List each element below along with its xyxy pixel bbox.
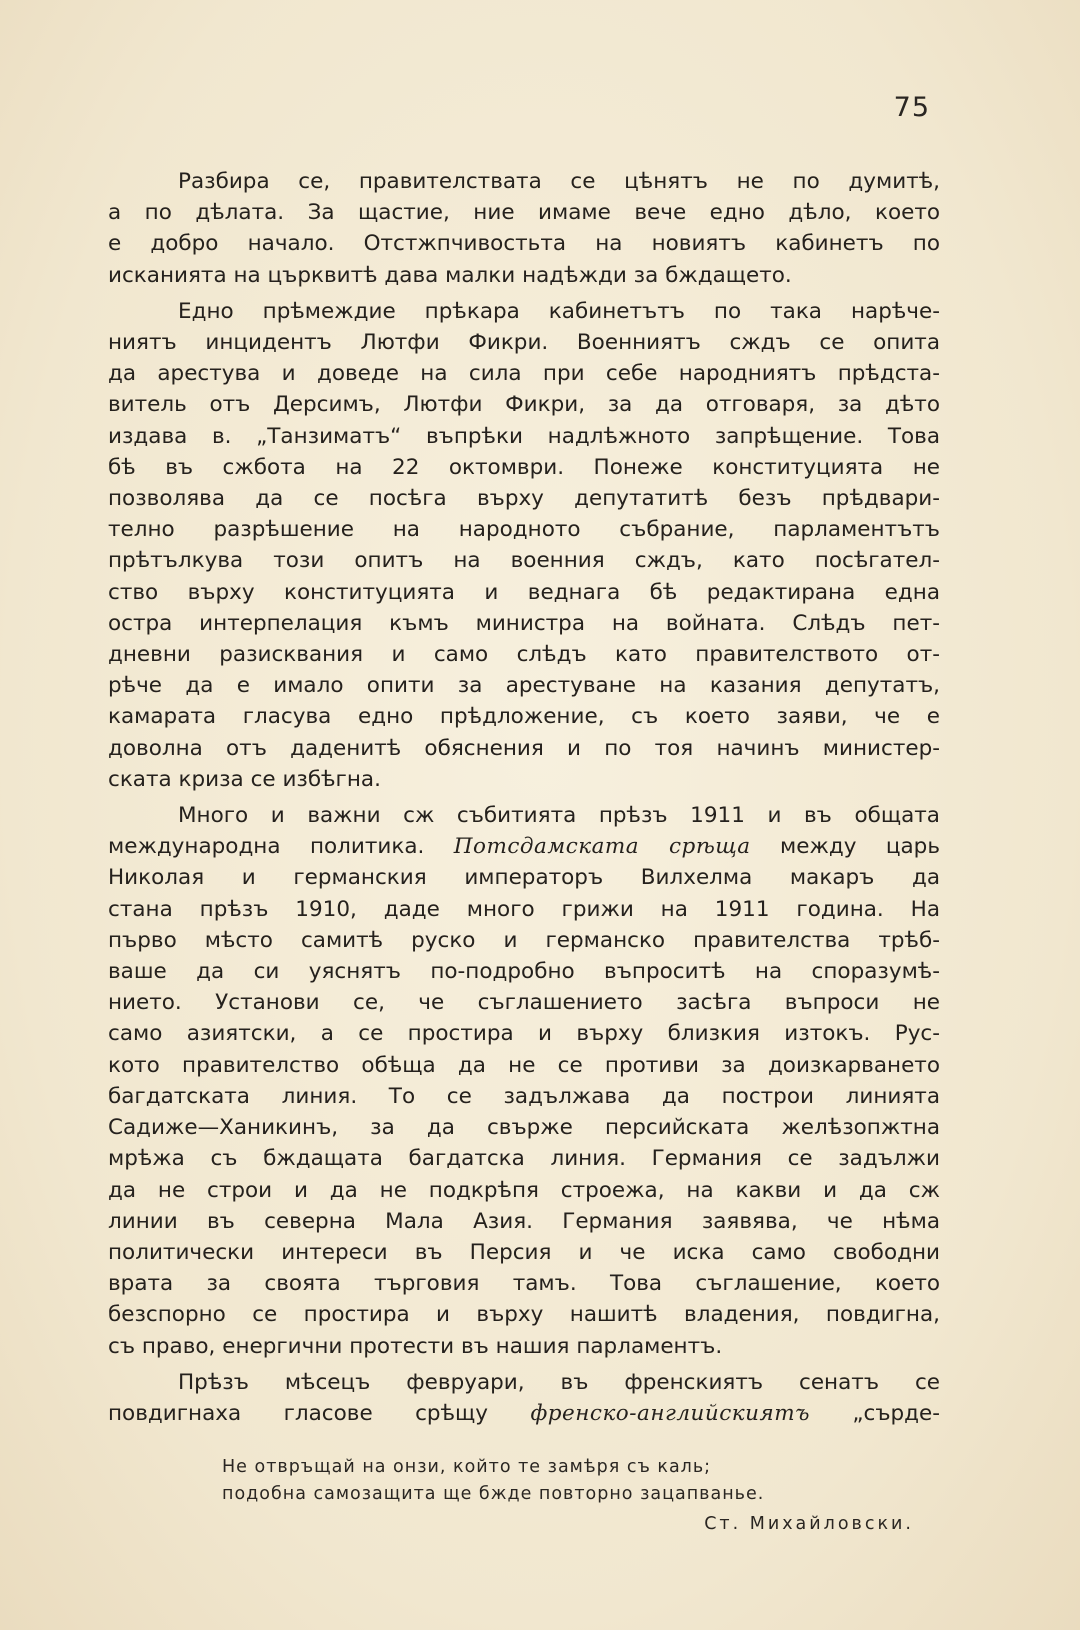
text-segment: международна политика. <box>108 834 454 860</box>
text-line: Много и важни сж събитията прѣзъ 1911 и въ общата <box>178 803 940 829</box>
footer-epigraph <box>222 1454 922 1538</box>
text-line: дневни разисквания и само слѣдъ като правителството от- <box>108 642 940 668</box>
text-line: врата за своята търговия тамъ. Това съглашение, което <box>108 1271 940 1297</box>
text-line: мрѣжа съ бждащата багдатска линия. Германия се задължи <box>108 1146 940 1172</box>
text-line: рѣче да е имало опити за арестуване на казания депутатъ, <box>108 673 940 699</box>
text-line: Садиже—Ханикинъ, за да свърже персийската желѣзопжтна <box>108 1115 940 1141</box>
text-line: остра интерпелация къмъ министра на войната. Слѣдъ пет- <box>108 610 940 636</box>
text-line-with-emphasis <box>108 831 940 862</box>
epigraph-line: Не отвръщай на онзи, който те замѣря съ каль; <box>222 1457 712 1477</box>
text-line: витель отъ Дерсимъ, Лютфи Фикри, за да отговаря, за дѣто <box>108 392 940 418</box>
text-line: ската криза се избѣгна. <box>108 766 381 792</box>
text-line: телно разрѣшение на народното събрание, парламентътъ <box>108 517 940 543</box>
text-line: стана прѣзъ 1910, даде много грижи на 1911 година. На <box>108 896 940 922</box>
text-line-with-emphasis <box>108 1398 940 1429</box>
text-line: исканията на църквитѣ дава малки надѣжди за бждащето. <box>108 262 792 288</box>
text-line: съ право, енергични протести въ нашия парламентъ. <box>108 1333 723 1359</box>
paragraph-3 <box>108 800 940 1362</box>
text-line: ваше да си уяснятъ по-подробно въпроситѣ на споразумѣ- <box>108 959 940 985</box>
text-line: ниятъ инцидентъ Лютфи Фикри. Военниятъ сждъ се опита <box>108 330 940 356</box>
epigraph-author: Ст. Михайловски. <box>704 1514 914 1534</box>
emphasized-term: френско-английскиятъ <box>530 1400 810 1426</box>
text-line: камарата гласува едно прѣдложение, съ което заяви, че е <box>108 704 940 730</box>
text-line: кото правителство обѣща да не се противи за доизкарването <box>108 1052 940 1078</box>
body-text <box>108 166 940 1429</box>
text-line: прѣтълкува този опитъ на военния сждъ, като посѣгател- <box>108 548 940 574</box>
epigraph-line: подобна самозащита ще бжде повторно зацапванье. <box>222 1484 765 1504</box>
emphasized-term: Потсдамската срѣща <box>453 834 751 860</box>
paragraph-1 <box>108 166 940 291</box>
text-line: политически интереси въ Персия и че иска само свободни <box>108 1239 940 1265</box>
text-line: да не строи и да не подкрѣпя строежа, на какви и да сж <box>108 1177 940 1203</box>
text-line: да арестува и доведе на сила при себе народниятъ прѣдста- <box>108 361 940 387</box>
text-line: е добро начало. Отстжпчивостьта на новиятъ кабинетъ по <box>108 231 940 257</box>
text-line: Едно прѣмеждие прѣкара кабинетътъ по така нарѣче- <box>178 298 940 324</box>
text-line: багдатската линия. То се задължава да построи линията <box>108 1083 940 1109</box>
text-line: само азиятски, а се простира и върху близкия изтокъ. Рус- <box>108 1021 940 1047</box>
text-segment: между царь <box>750 834 940 860</box>
paragraph-2 <box>108 296 940 795</box>
text-segment: повдигнаха гласове срѣщу <box>108 1400 531 1426</box>
text-line: позволява да се посѣга върху депутатитѣ безъ прѣдвари- <box>108 486 940 512</box>
text-line: доволна отъ даденитѣ обяснения и по тоя начинъ министер- <box>108 735 940 761</box>
text-line: Николая и германския императоръ Вилхелма макаръ да <box>108 865 940 891</box>
text-line: бѣ въ сжбота на 22 октомври. Понеже конституцията не <box>108 454 940 480</box>
paragraph-4 <box>108 1367 940 1429</box>
text-line: а по дѣлата. За щастие, ние имаме вече едно дѣло, което <box>108 200 940 226</box>
text-line: нието. Установи се, че съглашението засѣга въпроси не <box>108 990 940 1016</box>
page-number: 75 <box>893 92 930 123</box>
text-line: Разбира се, правителствата се цѣнятъ не по думитѣ, <box>178 169 940 194</box>
text-line: Прѣзъ мѣсецъ февруари, въ френскиятъ сенатъ се <box>178 1369 940 1395</box>
text-segment: „сърде- <box>809 1400 941 1426</box>
text-line: безспорно се простира и върху нашитѣ владения, повдигна, <box>108 1302 940 1328</box>
text-line: издава в. „Танзиматъ“ въпрѣки надлѣжното запрѣщение. Това <box>108 423 940 449</box>
text-line: линии въ северна Мала Азия. Германия заявява, че нѣма <box>108 1208 940 1234</box>
text-line: ство върху конституцията и веднага бѣ редактирана една <box>108 579 940 605</box>
text-line: първо мѣсто самитѣ руско и германско правителства трѣб- <box>108 927 940 953</box>
